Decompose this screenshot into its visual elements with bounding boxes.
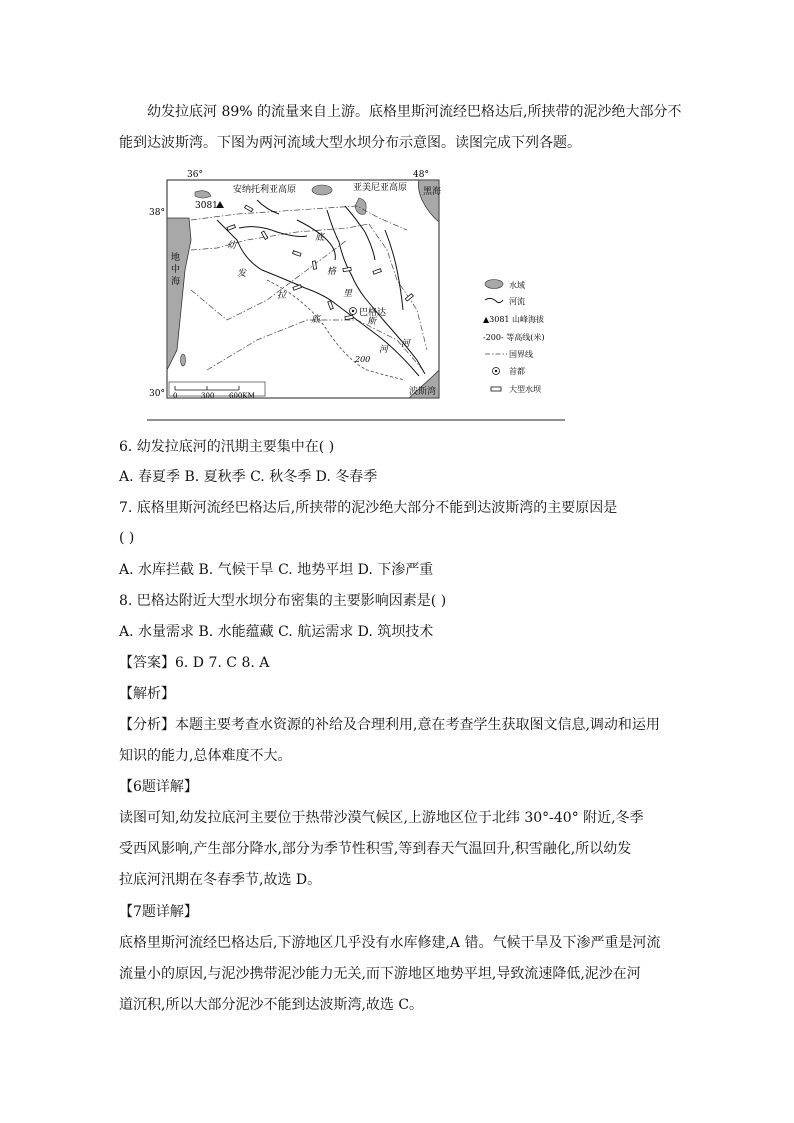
euphrates-river bbox=[217, 220, 419, 376]
tigris-char-3: 里 bbox=[343, 289, 353, 299]
contour-200 bbox=[267, 280, 405, 380]
dams bbox=[227, 205, 413, 320]
peak-elevation: 3081 bbox=[195, 201, 218, 211]
intro-line-1: 幼发拉底河 89% 的流量来自上游。底格里斯河流经巴格达后,所挟带的泥沙绝大部分不 bbox=[147, 104, 682, 120]
detail-6-line-1: 读图可知,幼发拉底河主要位于热带沙漠气候区,上游地区位于北纬 30°-40° 附近,冬季 bbox=[119, 810, 644, 826]
lake-4 bbox=[181, 354, 186, 366]
question-7-line-1: 7. 底格里斯河流经巴格达后,所挟带的泥沙绝大部分不能到达波斯湾的主要原因是 bbox=[119, 500, 618, 516]
euphrates-char-2: 发 bbox=[237, 269, 247, 279]
detail-6-line-2: 受西风影响,产生部分降水,部分为季节性积雪,等到春天气温回升,积雪融化,所以幼发 bbox=[119, 841, 632, 857]
analysis-heading: 【解析】 bbox=[119, 686, 175, 702]
detail-7-line-1: 底格里斯河流经巴格达后,下游地区几乎没有水库修建,A 错。气候干旱及下渗严重是河流 bbox=[119, 935, 661, 951]
legend-water: 水域 bbox=[509, 281, 525, 290]
detail-6-heading: 【6题详解】 bbox=[119, 779, 198, 795]
question-7-options: A. 水库拦截 B. 气候干旱 C. 地势平坦 D. 下渗严重 bbox=[119, 562, 434, 578]
legend-dam: 大型水坝 bbox=[509, 385, 541, 394]
dam-icon bbox=[328, 301, 334, 310]
detail-7-heading: 【7题详解】 bbox=[119, 904, 198, 920]
legend-contour: -200- 等高线(米) bbox=[483, 333, 545, 342]
tigris-river-char: 河 bbox=[401, 339, 411, 349]
question-6-options: A. 春夏季 B. 夏秋季 C. 秋冬季 D. 冬春季 bbox=[119, 469, 378, 485]
mediterranean-label-3: 海 bbox=[171, 277, 181, 287]
dam-icon bbox=[293, 251, 302, 257]
lon-36-label: 36° bbox=[187, 170, 203, 180]
answer-line: 【答案】6. D 7. C 8. A bbox=[119, 655, 270, 671]
dam-icon bbox=[227, 225, 236, 231]
dam-icon bbox=[261, 231, 268, 239]
question-6: 6. 幼发拉底河的汛期主要集中在( ) bbox=[119, 439, 335, 455]
anatolia-label: 安纳托利亚高原 bbox=[233, 185, 297, 195]
dam-icon bbox=[312, 261, 316, 269]
two-rivers-map bbox=[147, 170, 567, 422]
lat-30-label: 30° bbox=[149, 389, 165, 399]
dam-icon bbox=[373, 269, 382, 275]
summary-line-1: 【分析】本题主要考查水资源的补给及合理利用,意在考查学生获取图文信息,调动和运用 bbox=[119, 717, 660, 733]
persian-gulf-label: 波斯湾 bbox=[409, 387, 437, 397]
mediterranean-sea bbox=[167, 218, 191, 370]
armenia-label: 亚美尼亚高原 bbox=[353, 183, 408, 193]
tigris-char-1: 底 bbox=[315, 233, 325, 243]
mediterranean-label-2: 中 bbox=[171, 265, 181, 275]
scale-end: 600KM bbox=[229, 392, 255, 400]
map-legend bbox=[483, 280, 544, 395]
question-8: 8. 巴格达附近大型水坝分布密集的主要影响因素是( ) bbox=[119, 593, 447, 609]
dam-legend-icon bbox=[491, 387, 501, 391]
lat-38-label: 38° bbox=[149, 208, 165, 218]
black-sea-label: 黑海 bbox=[423, 187, 442, 197]
dam-icon bbox=[345, 315, 353, 319]
detail-6-line-3: 拉底河汛期在冬春季节,故选 D。 bbox=[119, 872, 322, 888]
lake-3 bbox=[195, 191, 211, 198]
euphrates-char-3: 拉 bbox=[277, 291, 287, 301]
intro-line-2: 能到达波斯湾。下图为两河流域大型水坝分布示意图。读图完成下列各题。 bbox=[119, 135, 581, 151]
scale-mid: 300 bbox=[201, 392, 215, 400]
mediterranean-label-1: 地 bbox=[171, 253, 181, 263]
legend-capital: 首都 bbox=[509, 367, 525, 376]
rivers bbox=[217, 200, 425, 376]
detail-7-line-2: 流量小的原因,与泥沙携带泥沙能力无关,而下游地区地势平坦,导致流速降低,泥沙在河 bbox=[119, 966, 641, 982]
lon-48-label: 48° bbox=[413, 170, 429, 180]
detail-7-line-3: 道沉积,所以大部分泥沙不能到达波斯湾,故选 C。 bbox=[119, 997, 424, 1013]
legend-peak: ▲3081 山峰海拔 bbox=[483, 315, 545, 324]
contour-200-label: 200 bbox=[355, 355, 371, 364]
country-borders bbox=[191, 206, 427, 370]
question-7-line-2: ( ) bbox=[119, 530, 135, 546]
legend-river: 河流 bbox=[509, 297, 525, 306]
lake-1 bbox=[312, 185, 332, 195]
map-frame bbox=[167, 180, 442, 398]
legend-border: 国界线 bbox=[509, 350, 533, 359]
question-8-options: A. 水量需求 B. 水能蕴藏 C. 航运需求 D. 筑坝技术 bbox=[119, 624, 434, 640]
baghdad-label: 巴格达 bbox=[359, 308, 387, 318]
euphrates-char-1: 幼 bbox=[227, 241, 237, 251]
river-legend-icon bbox=[485, 298, 503, 302]
tigris-char-4: 斯 bbox=[367, 317, 377, 327]
tigris-char-2: 格 bbox=[327, 267, 337, 277]
dam-icon bbox=[343, 267, 351, 271]
euphrates-char-4: 底 bbox=[311, 315, 321, 325]
summary-line-2: 知识的能力,总体难度不大。 bbox=[119, 748, 292, 764]
dam-icon bbox=[293, 285, 302, 291]
euphrates-river-char: 河 bbox=[379, 345, 389, 355]
water-legend-icon bbox=[485, 280, 503, 289]
scale-zero: 0 bbox=[173, 392, 178, 400]
dam-icon bbox=[245, 205, 253, 212]
